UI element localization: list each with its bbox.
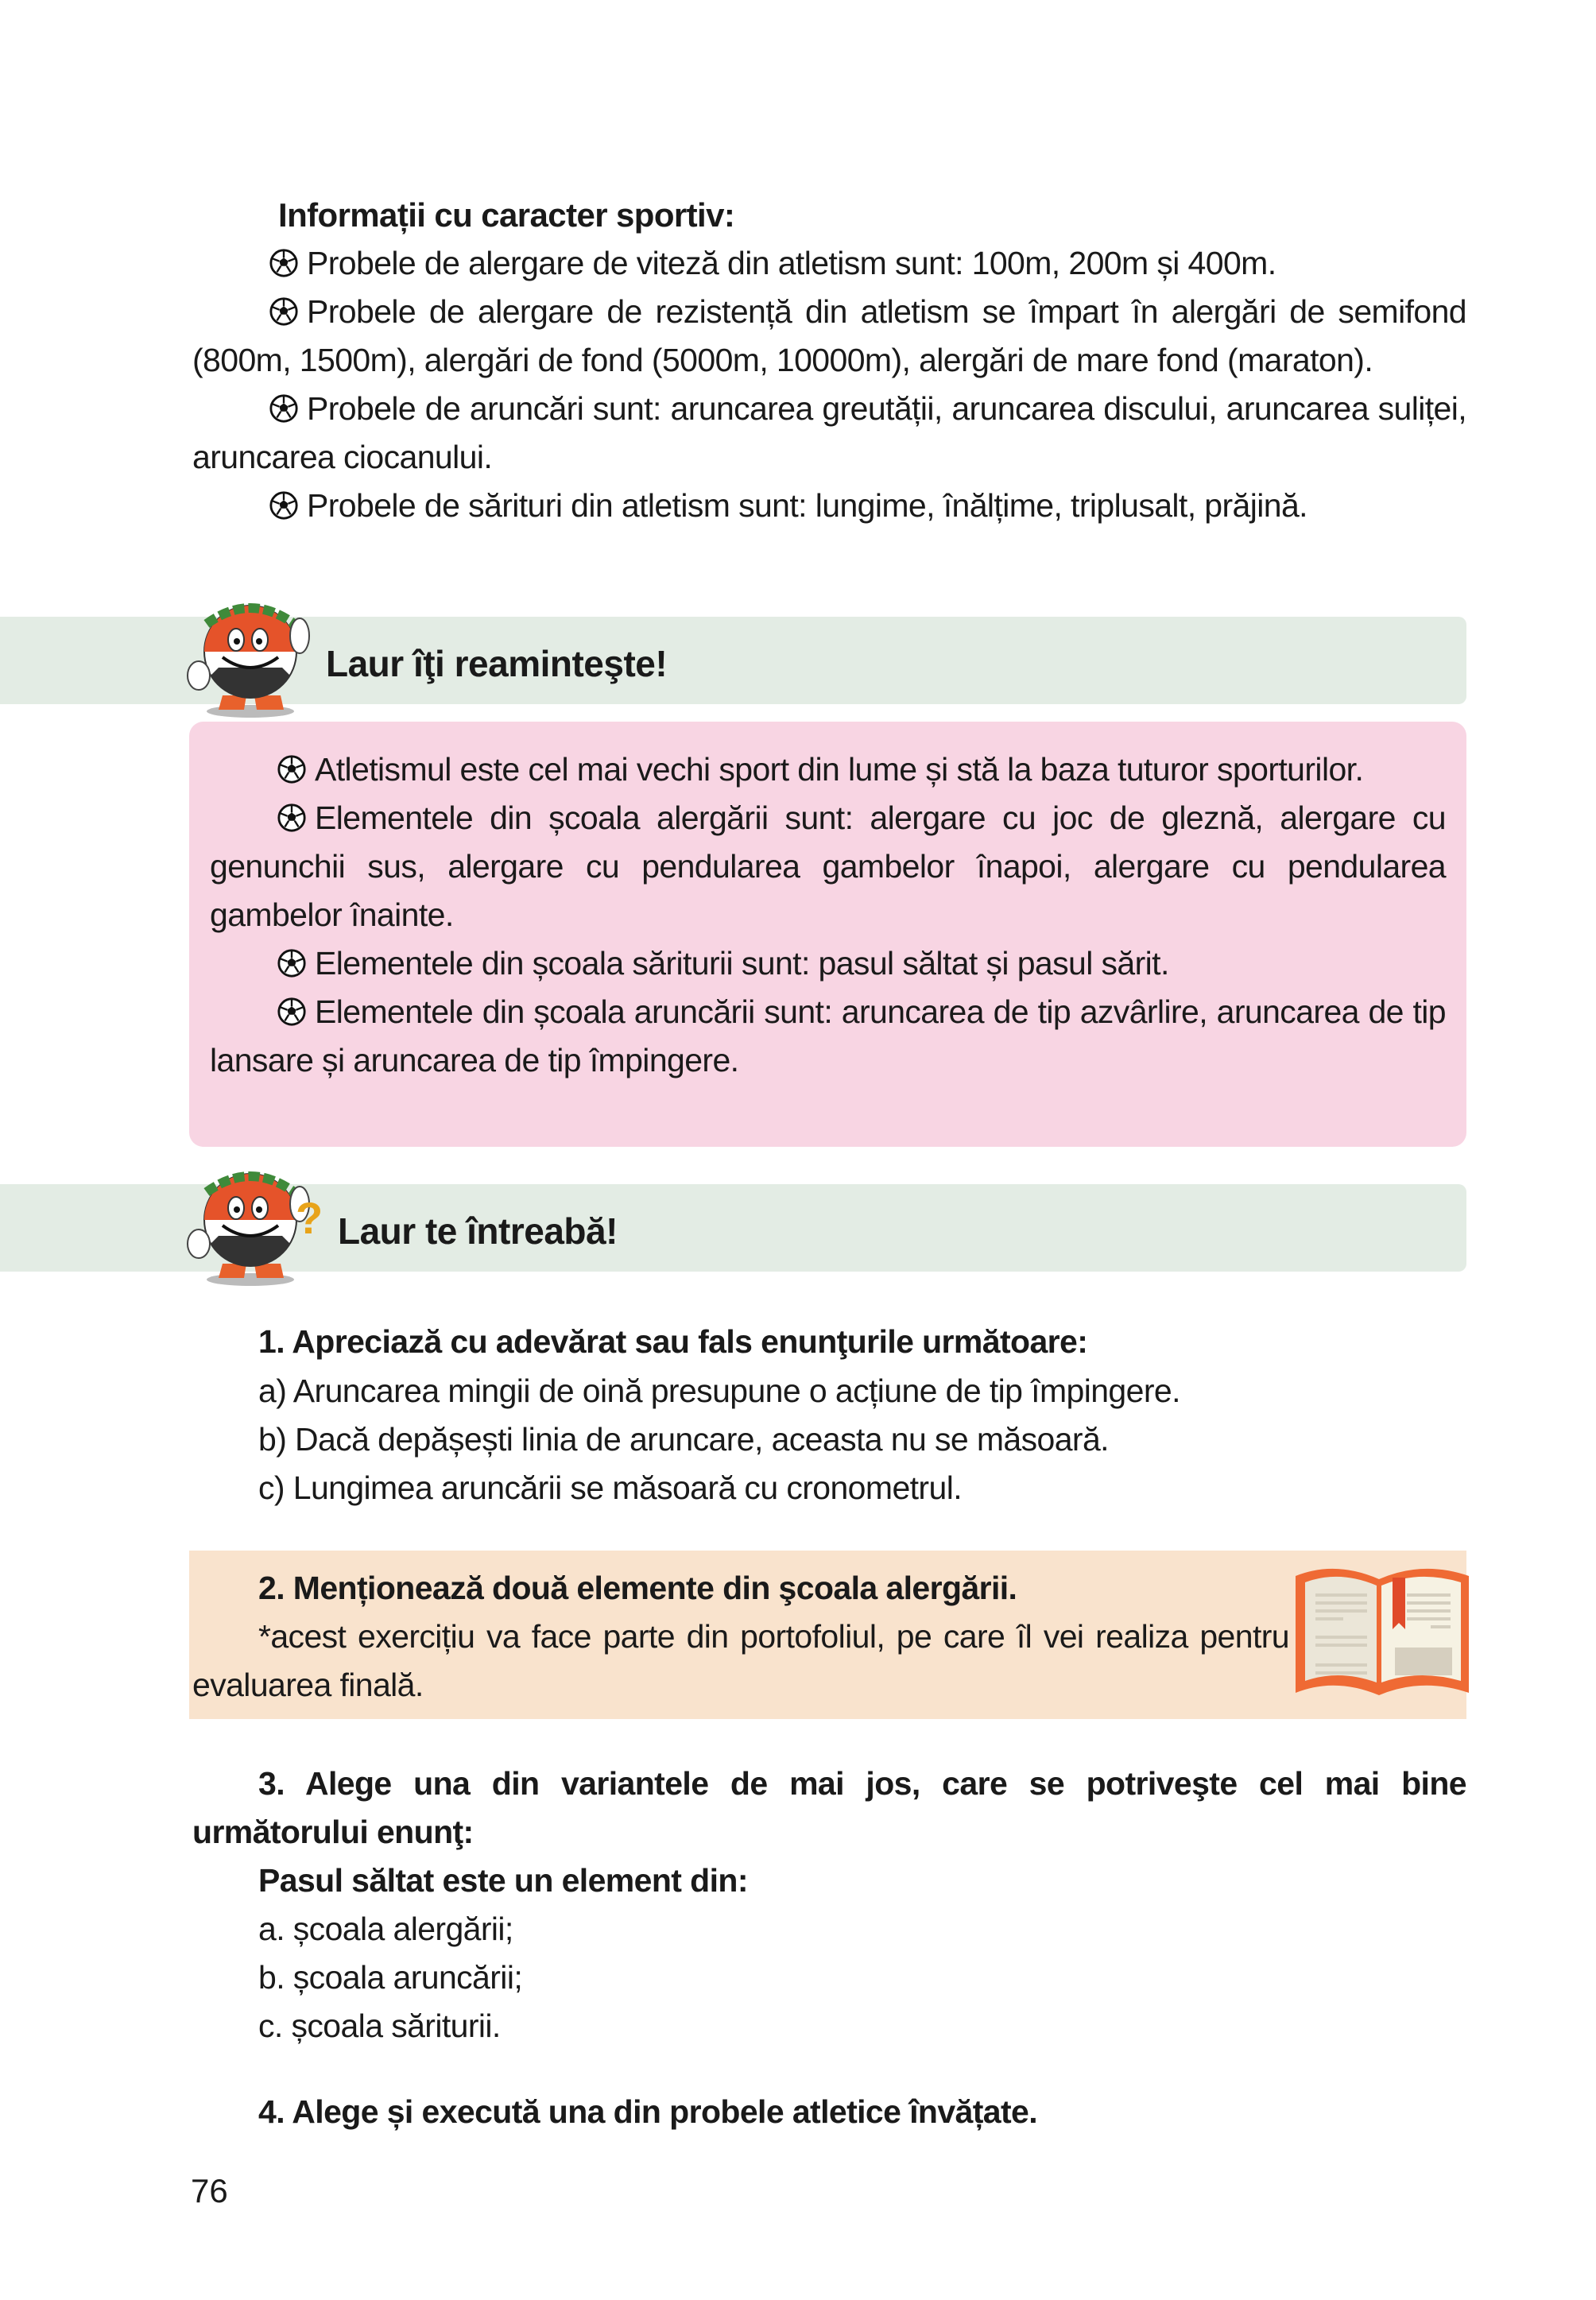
info-list xyxy=(192,239,1466,530)
question-2-title: 2. Menționează două elemente din şcoala alergării. xyxy=(258,1570,1017,1606)
info-item xyxy=(192,385,1466,482)
soccer-ball-icon xyxy=(277,948,307,978)
open-book-icon xyxy=(1288,1554,1478,1705)
question-1-title: 1. Apreciază cu adevărat sau fals enunţurile următoare: xyxy=(258,1323,1088,1360)
question-1-item: c) Lungimea aruncării se măsoară cu cronometrul. xyxy=(258,1469,962,1506)
reminder-item-text: Elementele din școala alergării sunt: alergare cu joc de gleznă, alergare cu genunchii sus, alergare cu pendularea gambelor înapoi, alergare cu pendularea gambelor înainte. xyxy=(210,800,1446,933)
page-number: 76 xyxy=(191,2172,228,2209)
laur-mascot-icon xyxy=(187,1152,314,1287)
question-2-note: *acest exercițiu va face parte din portofoliul, pe care îl vei realiza pentru evaluarea finală. xyxy=(192,1618,1289,1703)
question-3-option: a. școala alergării; xyxy=(258,1911,513,1947)
info-item-text: Probele de alergare de viteză din atletism sunt: 100m, 200m și 400m. xyxy=(307,245,1276,281)
info-item xyxy=(192,482,1466,530)
soccer-ball-icon xyxy=(277,997,307,1027)
info-item-text: Probele de aruncări sunt: aruncarea greutății, aruncarea discului, aruncarea suliței, aruncarea ciocanului. xyxy=(192,390,1466,475)
question-1-item: a) Aruncarea mingii de oină presupune o acțiune de tip împingere. xyxy=(258,1373,1180,1409)
soccer-ball-icon xyxy=(277,803,307,833)
info-item xyxy=(192,239,1466,288)
questions-title: Laur te întreabă! xyxy=(338,1210,618,1252)
soccer-ball-icon xyxy=(269,296,299,327)
soccer-ball-icon xyxy=(277,754,307,784)
reminder-item xyxy=(210,794,1446,939)
reminder-box xyxy=(189,722,1466,1147)
question-4-title: 4. Alege și execută una din probele atletice învățate. xyxy=(258,2093,1038,2130)
question-mark-icon: ? xyxy=(296,1193,323,1243)
question-3-subtitle: Pasul săltat este un element din: xyxy=(258,1862,748,1899)
info-title: Informații cu caracter sportiv: xyxy=(278,196,735,234)
reminder-item xyxy=(210,988,1446,1085)
reminder-item-text: Atletismul este cel mai vechi sport din lume și stă la baza tuturor sporturilor. xyxy=(315,751,1364,788)
info-item-text: Probele de alergare de rezistență din atletism se împart în alergări de semifond (800m, 1500m), alergări de fond (5000m, 10000m), alergări de mare fond (maraton). xyxy=(192,293,1466,378)
soccer-ball-icon xyxy=(269,248,299,278)
info-item xyxy=(192,288,1466,385)
question-1-item: b) Dacă depășești linia de aruncare, aceasta nu se măsoară. xyxy=(258,1421,1109,1458)
info-item-text: Probele de sărituri din atletism sunt: lungime, înălțime, triplusalt, prăjină. xyxy=(307,487,1307,524)
reminder-title: Laur îţi reaminteşte! xyxy=(326,643,668,684)
soccer-ball-icon xyxy=(269,393,299,424)
reminder-item xyxy=(210,939,1446,988)
question-3-option: c. școala săriturii. xyxy=(258,2008,501,2044)
question-3-title: 3. Alege una din variantele de mai jos, care se potriveşte cel mai bine următorului enunţ: xyxy=(192,1765,1466,1850)
reminder-item xyxy=(210,745,1446,794)
soccer-ball-icon xyxy=(269,490,299,521)
laur-mascot-icon xyxy=(187,584,314,719)
reminder-item-text: Elementele din școala săriturii sunt: pasul săltat și pasul sărit. xyxy=(315,945,1169,982)
question-3-option: b. școala aruncării; xyxy=(258,1959,523,1996)
reminder-item-text: Elementele din școala aruncării sunt: aruncarea de tip azvârlire, aruncarea de tip lansare și aruncarea de tip împingere. xyxy=(210,993,1446,1078)
